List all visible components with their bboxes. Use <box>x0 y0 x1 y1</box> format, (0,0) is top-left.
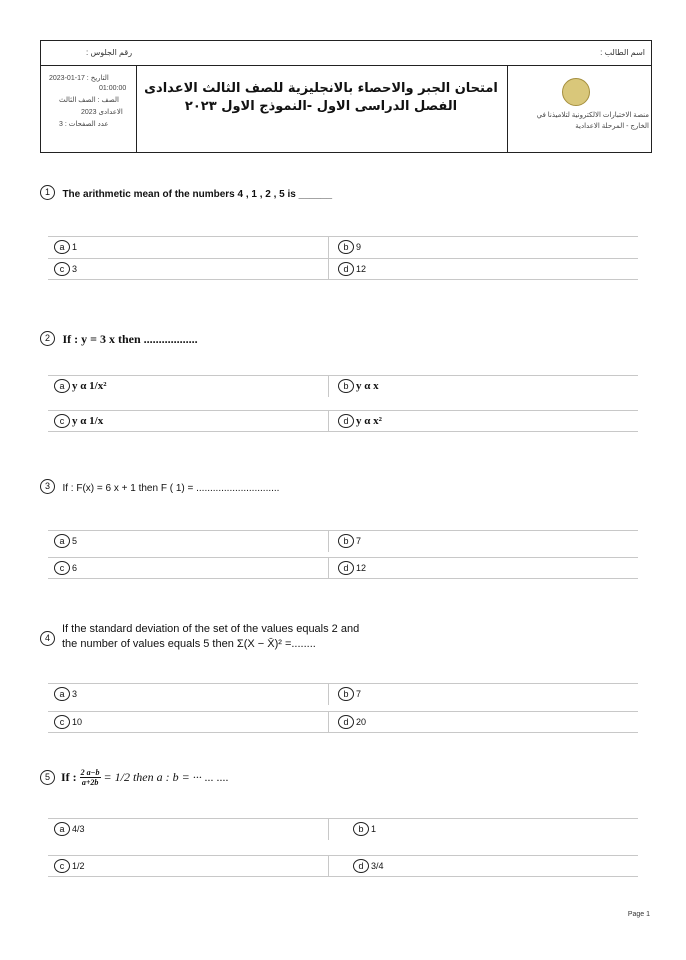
options-row <box>48 375 638 397</box>
option-c[interactable]: c 3 <box>54 262 77 276</box>
ministry-logo <box>562 78 590 106</box>
question-number: 5 <box>40 770 55 785</box>
page-number: Page 1 <box>627 911 650 918</box>
question-number: 3 <box>40 479 55 494</box>
option-d[interactable]: d 20 <box>338 715 366 729</box>
question-2 <box>40 330 198 348</box>
question-5 <box>40 768 229 787</box>
question-number: 4 <box>40 631 55 646</box>
question-text-prefix: If : <box>61 770 77 784</box>
option-b[interactable]: b 7 <box>338 534 361 548</box>
options-row <box>48 410 638 432</box>
question-number: 1 <box>40 185 55 200</box>
question-text: If : F(x) = 6 x + 1 then F ( 1) = .............................. <box>62 483 280 494</box>
student-name-label: اسم الطالب : <box>600 48 645 57</box>
option-c[interactable]: c 10 <box>54 715 82 729</box>
question-number: 2 <box>40 331 55 346</box>
question-3 <box>40 478 279 496</box>
option-a[interactable]: a 1 <box>54 240 77 254</box>
options-row <box>48 711 638 733</box>
exam-date: التاريخ : 17-01-2023 <box>49 75 109 82</box>
option-c[interactable]: c 6 <box>54 561 77 575</box>
option-a[interactable]: a 5 <box>54 534 77 548</box>
option-d[interactable]: d 12 <box>338 262 366 276</box>
exam-title: امتحان الجبر والاحصاء بالانجليزية للصف الثالث الاعدادى <box>144 81 498 96</box>
exam-time: 01:00:00 <box>99 85 127 92</box>
exam-header <box>40 40 652 153</box>
option-d[interactable]: d y α x² <box>338 414 382 428</box>
question-text-line2: the number of values equals 5 then Σ(X − X̄)² =........ <box>62 638 316 650</box>
options-row <box>48 557 638 579</box>
exam-subtitle: الفصل الدراسى الاول -النموذج الاول ٢٠٢٣ <box>184 99 458 114</box>
question-text-suffix: = 1/2 then a : b = ··· ... .... <box>103 770 229 784</box>
fraction: $\frac{2 a-b}{a+2b}$ <box>80 768 100 787</box>
options-row <box>48 855 638 877</box>
option-a[interactable]: a y α 1/x² <box>54 379 107 393</box>
page-count: عدد الصفحات : 3 <box>59 121 109 128</box>
question-1 <box>40 184 332 202</box>
option-b[interactable]: b 1 <box>353 822 376 836</box>
options-row <box>48 236 638 258</box>
options-row <box>48 530 638 552</box>
option-c[interactable]: c 1/2 <box>54 859 85 873</box>
exam-grade: الصف : الصف الثالث <box>59 97 119 104</box>
option-b[interactable]: b y α x <box>338 379 379 393</box>
question-text: The arithmetic mean of the numbers 4 , 1 , 2 , 5 is ______ <box>62 189 333 200</box>
option-b[interactable]: b 9 <box>338 240 361 254</box>
question-text-line1: If the standard deviation of the set of the values equals 2 and <box>62 623 360 635</box>
option-c[interactable]: c y α 1/x <box>54 414 103 428</box>
platform-line2: الخارج - المرحلة الاعدادية <box>575 123 649 130</box>
question-text: If : y = 3 x then .................. <box>62 332 198 346</box>
options-row <box>48 258 638 280</box>
seat-number-label: رقم الجلوس : <box>86 48 133 57</box>
options-row <box>48 818 638 840</box>
option-d[interactable]: d 12 <box>338 561 366 575</box>
platform-line1: منصة الاختبارات الالكترونية لتلاميذنا في <box>536 112 649 119</box>
options-row <box>48 683 638 705</box>
option-a[interactable]: a 3 <box>54 687 77 701</box>
exam-year: الاعدادى 2023 <box>81 109 123 116</box>
option-b[interactable]: b 7 <box>338 687 361 701</box>
option-d[interactable]: d 3/4 <box>353 859 384 873</box>
option-a[interactable]: a 4/3 <box>54 822 85 836</box>
